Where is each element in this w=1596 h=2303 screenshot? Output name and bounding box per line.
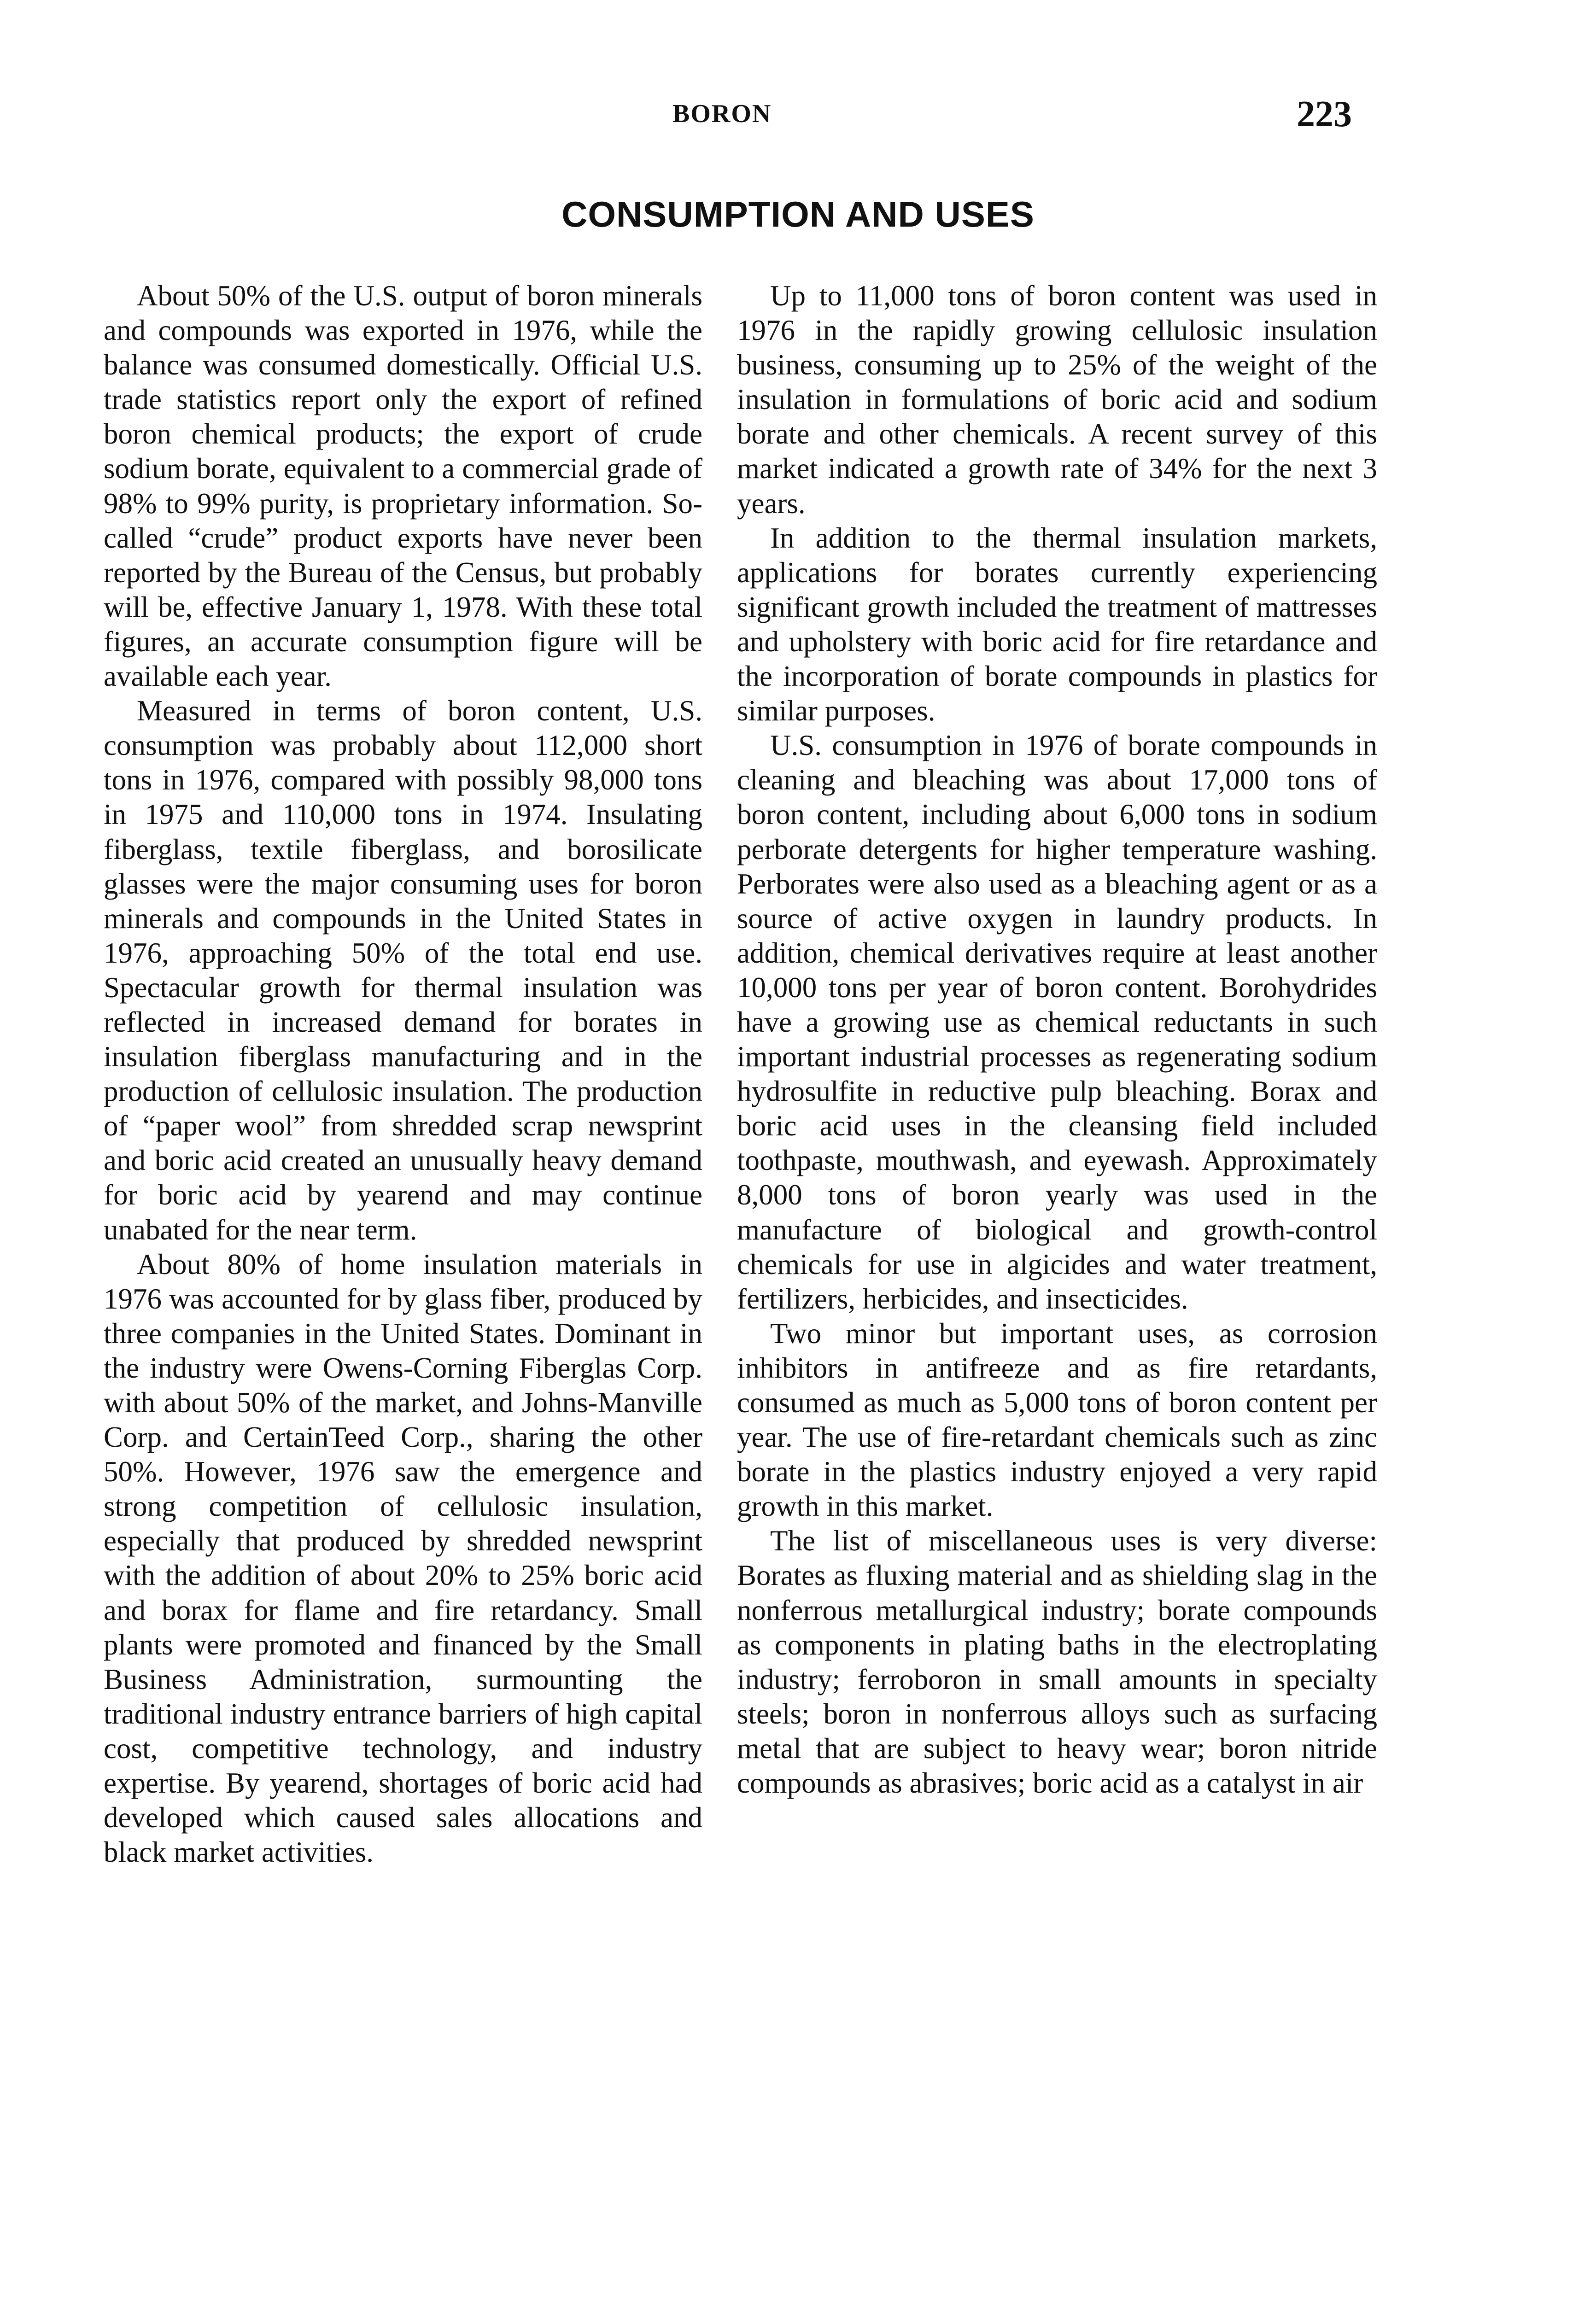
page-header <box>0 94 1596 140</box>
paragraph: The list of miscellaneous uses is very diverse: Borates as fluxing material and as shielding slag in the nonferrous metallurgical industry; borate compounds as components in plating baths in the electroplating industry; ferroboron in small amounts in specialty steels; boron in nonferrous alloys such as surfacing metal that are subject to heavy wear; boron nitride compounds as abrasives; boric acid as a catalyst in air <box>737 1525 1377 1800</box>
page-number: 223 <box>1297 94 1352 134</box>
paragraph: U.S. consumption in 1976 of borate compounds in cleaning and bleaching was about 17,000 tons of boron content, including about 6,000 tons in sodium perborate detergents for higher temperature washing. Perborates were also used as a bleaching agent or as a source of active oxygen in laundry products. In addition, chemical derivatives require at least another 10,000 tons per year of boron content. Borohydrides have a growing use as chemical reductants in such important industrial processes as regenerating sodium hydrosulfite in reductive pulp bleaching. Borax and boric acid uses in the cleansing field included toothpaste, mouthwash, and eyewash. Approximately 8,000 tons of boron yearly was used in the manufacture of biological and growth-control chemicals for use in algicides and water treatment, fertilizers, herbicides, and insecticides. <box>737 729 1377 1315</box>
right-column <box>737 279 1377 1800</box>
paragraph: Measured in terms of boron content, U.S. consumption was probably about 112,000 short tons in 1976, compared with possibly 98,000 tons in 1975 and 110,000 tons in 1974. Insulating fiberglass, textile fiberglass, and borosilicate glasses were the major consuming uses for boron minerals and compounds in the United States in 1976, approaching 50% of the total end use. Spectacular growth for thermal insulation was reflected in increased demand for borates in insulation fiberglass manufacturing and in the production of cellulosic insulation. The production of “paper wool” from shredded scrap newsprint and boric acid created an unusually heavy demand for boric acid by yearend and may continue unabated for the near term. <box>104 695 702 1246</box>
paragraph: Two minor but important uses, as corrosion inhibitors in antifreeze and as fire retardants, consumed as much as 5,000 tons of boron content per year. The use of fire-retardant chemicals such as zinc borate in the plastics industry enjoyed a very rapid growth in this market. <box>737 1317 1377 1523</box>
paragraph: Up to 11,000 tons of boron content was used in 1976 in the rapidly growing cellulosic insulation business, consuming up to 25% of the weight of the insulation in formulations of boric acid and sodium borate and other chemicals. A recent survey of this market indicated a growth rate of 34% for the next 3 years. <box>737 280 1377 520</box>
paragraph: About 50% of the U.S. output of boron minerals and compounds was exported in 1976, while the balance was consumed domestically. Official U.S. trade statistics report only the export of refined boron chemical products; the export of crude sodium borate, equivalent to a commercial grade of 98% to 99% purity, is proprietary information. So-called “crude” product exports have never been reported by the Bureau of the Census, but probably will be, effective January 1, 1978. With these total figures, an accurate consumption figure will be available each year. <box>104 280 702 693</box>
section-title: CONSUMPTION AND USES <box>561 194 1035 234</box>
left-column <box>104 279 702 1870</box>
paragraph: In addition to the thermal insulation markets, applications for borates currently experiencing significant growth included the treatment of mattresses and upholstery with boric acid for fire retardance and the incorporation of borate compounds in plastics for similar purposes. <box>737 521 1377 727</box>
running-head: BORON <box>672 99 772 128</box>
paragraph: About 80% of home insulation materials in 1976 was accounted for by glass fiber, produced by three companies in the United States. Dominant in the industry were Owens-Corning Fiberglas Corp. with about 50% of the market, and Johns-Manville Corp. and CertainTeed Corp., sharing the other 50%. However, 1976 saw the emergence and strong competition of cellulosic insulation, especially that produced by shredded newsprint with the addition of about 20% to 25% boric acid and borax for flame and fire retardancy. Small plants were promoted and financed by the Small Business Administration, surmounting the traditional industry entrance barriers of high capital cost, competitive technology, and industry expertise. By yearend, shortages of boric acid had developed which caused sales allocations and black market activities. <box>104 1248 702 1869</box>
